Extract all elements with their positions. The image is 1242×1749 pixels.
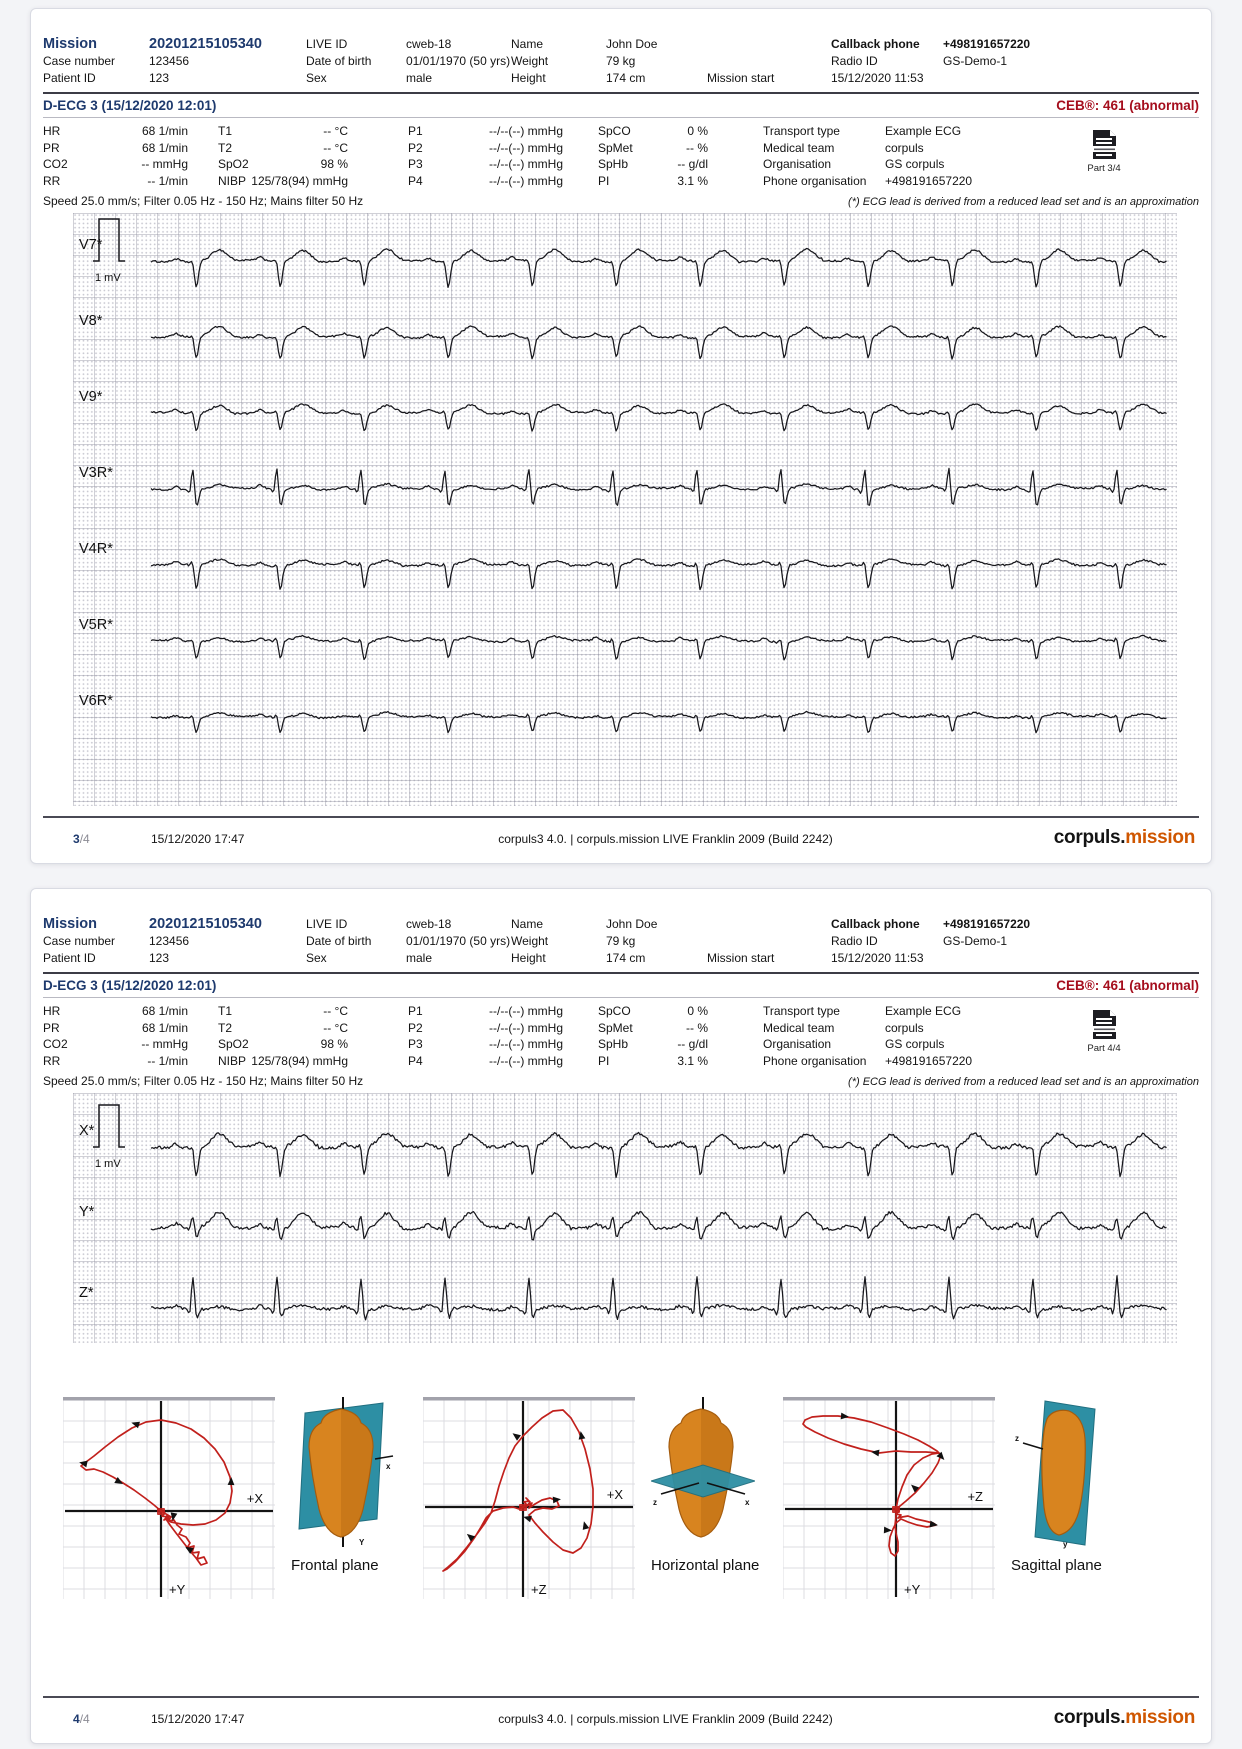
vital-pair [408, 1004, 563, 1018]
header-123456: 123456 [149, 933, 190, 948]
vital-value: -- °C [323, 124, 348, 139]
plot-top-bar [63, 1397, 275, 1401]
header-male: male [406, 950, 433, 965]
vitals-row [43, 1053, 1199, 1070]
vital-pair [43, 1021, 188, 1035]
v-axis-label: +Y [904, 1582, 921, 1597]
part-label: Part 3/4 [1087, 163, 1121, 174]
part-badge [1081, 1009, 1127, 1054]
header-case-number: Case number [43, 53, 116, 68]
vital-label-spco: SpCO [598, 124, 631, 139]
vital-pair [598, 141, 708, 155]
vital-pair [763, 1004, 961, 1018]
vital-label-transport-type: Transport type [763, 1004, 840, 1019]
loop-origin-cluster [157, 1508, 165, 1515]
torso-column [651, 1397, 769, 1599]
vital-label-hr: HR [43, 1004, 61, 1019]
header-radio-id: Radio ID [831, 53, 878, 68]
loop-origin-cluster [519, 1504, 527, 1511]
decg-divider [43, 117, 1199, 118]
vital-label-pr: PR [43, 140, 60, 155]
ecg-trace-x [151, 1132, 1167, 1177]
header-123456: 123456 [149, 53, 190, 68]
vital-value: 125/78(94) mmHg [251, 173, 348, 188]
vital-label-rr: RR [43, 173, 61, 188]
vector-plot-horizontal-plane [423, 1397, 635, 1599]
vital-value: -- g/dl [677, 1037, 708, 1052]
vital-label-phone-organisation: Phone organisation [763, 173, 867, 188]
vital-label-spmet: SpMet [598, 140, 633, 155]
vital-value: +498191657220 [885, 1053, 973, 1068]
vital-value: Example ECG [885, 1004, 962, 1019]
speed-filter-label: Speed 25.0 mm/s; Filter 0.05 Hz - 150 Hz; Mains filter 50 Hz [43, 194, 364, 208]
part-badge [1081, 129, 1127, 174]
ecg-trace-v6r [151, 711, 1167, 732]
vital-value: -- mmHg [141, 1037, 188, 1052]
vital-value: -- mmHg [141, 157, 188, 172]
vital-value: 98 % [320, 1037, 348, 1052]
vital-pair [218, 174, 348, 188]
vital-pair [598, 1037, 708, 1051]
header-15-12-2020-11-53: 15/12/2020 11:53 [831, 70, 924, 85]
vital-value: Example ECG [885, 124, 962, 139]
ecg-trace-v5r [151, 635, 1167, 660]
ecg-trace-v7 [151, 249, 1167, 288]
vital-value: --/--(--) mmHg [489, 157, 563, 172]
header-weight: Weight [511, 53, 549, 68]
decg-title: D-ECG 3 (15/12/2020 12:01) [43, 98, 217, 113]
corpuls-mission-logo: corpuls.mission [1053, 827, 1195, 848]
vital-value: +498191657220 [885, 173, 973, 188]
ecg-trace-v3r [151, 468, 1167, 505]
torso-sagittal [1011, 1397, 1115, 1549]
vital-value: corpuls [885, 1020, 924, 1035]
vital-label-p3: P3 [408, 1037, 423, 1052]
document-part-icon [1091, 1009, 1118, 1040]
direction-arrow [871, 1449, 880, 1457]
vital-label-p2: P2 [408, 1020, 423, 1035]
torso-axis-label: z [1015, 1434, 1019, 1443]
page-number: 4/4 [73, 1712, 90, 1726]
header-live-id: LIVE ID [306, 36, 348, 51]
vital-pair [598, 124, 708, 138]
vitals-block [43, 123, 1199, 189]
vital-value: 0 % [687, 124, 708, 139]
vector-plot-frontal-plane [63, 1397, 275, 1599]
plane-label: Sagittal plane [1011, 1557, 1102, 1574]
lead-label-v8: V8* [79, 313, 103, 329]
vitals-row [43, 140, 1199, 157]
vital-value: -- °C [323, 1020, 348, 1035]
plane-label: Horizontal plane [651, 1557, 760, 1574]
vital-pair [218, 1037, 348, 1051]
h-axis-label: +Z [967, 1489, 983, 1504]
vital-label-medical-team: Medical team [763, 140, 835, 155]
vital-label-phone-organisation: Phone organisation [763, 1053, 867, 1068]
vital-label-spo2: SpO2 [218, 1037, 249, 1052]
vital-label-sphb: SpHb [598, 1037, 629, 1052]
plane-label: Frontal plane [291, 1557, 379, 1574]
v-axis-label: +Z [531, 1582, 547, 1597]
decg-divider [43, 997, 1199, 998]
vital-value: 0 % [687, 1004, 708, 1019]
header-174-cm: 174 cm [606, 950, 646, 965]
header-date-of-birth: Date of birth [306, 933, 372, 948]
patient-header [43, 915, 1199, 966]
vitals-row [43, 1003, 1199, 1020]
vital-pair [763, 1037, 944, 1051]
vital-pair [598, 1004, 708, 1018]
header-name: Name [511, 916, 544, 931]
vital-value: 3.1 % [677, 1053, 708, 1068]
header-weight: Weight [511, 933, 549, 948]
axis-z-stub [1023, 1443, 1043, 1449]
vital-pair [43, 124, 188, 138]
header-cweb-18: cweb-18 [406, 916, 452, 931]
direction-arrow [581, 1520, 590, 1529]
speed-row [43, 194, 1199, 208]
header-gs-demo-1: GS-Demo-1 [943, 53, 1008, 68]
vital-pair [408, 1054, 563, 1068]
footer-divider [43, 816, 1199, 819]
ecg-trace-v8 [151, 326, 1167, 359]
vital-value: --/--(--) mmHg [489, 1053, 563, 1068]
torso-axis-label: x [386, 1462, 391, 1471]
vital-value: -- °C [323, 140, 348, 155]
lead-label-v5r: V5R* [79, 617, 113, 633]
vital-label-pi: PI [598, 1053, 610, 1068]
vital-pair [43, 1054, 188, 1068]
vital-pair [43, 174, 188, 188]
vital-value: -- % [686, 1020, 708, 1035]
vital-pair [408, 1037, 563, 1051]
header-cweb-18: cweb-18 [406, 36, 452, 51]
vital-pair [763, 1021, 924, 1035]
vital-value: corpuls [885, 140, 924, 155]
vital-label-p4: P4 [408, 1053, 423, 1068]
vital-value: GS corpuls [885, 1037, 945, 1052]
vital-label-t1: T1 [218, 1004, 233, 1019]
ecg-strip-posterior-leads [73, 213, 1177, 806]
footer-date: 15/12/2020 17:47 [151, 832, 245, 846]
ecg-waveforms [73, 213, 1177, 806]
h-axis-label: +X [246, 1491, 263, 1506]
torso-axis-label: z [653, 1498, 657, 1507]
vital-label-p1: P1 [408, 1004, 423, 1019]
vital-value: 68 1/min [141, 140, 188, 155]
corpuls-mission-logo: corpuls.mission [1053, 1707, 1195, 1728]
torso-horizontal [651, 1397, 755, 1549]
header-15-12-2020-11-53: 15/12/2020 11:53 [831, 950, 924, 965]
header-patient-id: Patient ID [43, 950, 96, 965]
decg-row [43, 94, 1199, 117]
vital-label-sphb: SpHb [598, 157, 629, 172]
vital-pair [218, 141, 348, 155]
direction-arrow [228, 1477, 235, 1485]
header-radio-id: Radio ID [831, 933, 878, 948]
calibration-pulse [93, 1105, 125, 1147]
ceb-score: CEB®: 461 (abnormal) [1056, 978, 1199, 993]
loop-origin-cluster [892, 1506, 900, 1513]
torso-axis-label: Y [359, 1538, 365, 1547]
vital-label-nibp: NIBP [218, 173, 247, 188]
footer-divider [43, 1696, 1199, 1699]
vital-label-organisation: Organisation [763, 1037, 832, 1052]
document-part-icon [1091, 129, 1118, 160]
vital-pair [763, 141, 924, 155]
header-mission: Mission [43, 915, 97, 932]
report-page-3 [30, 8, 1212, 864]
vital-value: 125/78(94) mmHg [251, 1053, 348, 1068]
vital-label-p2: P2 [408, 140, 423, 155]
vital-value: 68 1/min [141, 1004, 188, 1019]
vital-pair [598, 1021, 708, 1035]
vital-value: --/--(--) mmHg [489, 1020, 563, 1035]
vital-value: --/--(--) mmHg [489, 124, 563, 139]
vector-plot-sagittal-plane [783, 1397, 995, 1599]
vital-label-t2: T2 [218, 1020, 233, 1035]
vitals-table [43, 123, 1199, 189]
vital-label-t1: T1 [218, 124, 233, 139]
vital-value: -- g/dl [677, 157, 708, 172]
plot-top-bar [423, 1397, 635, 1401]
vital-pair [408, 1021, 563, 1035]
vital-value: --/--(--) mmHg [489, 173, 563, 188]
header-123: 123 [149, 70, 170, 85]
patient-header [43, 35, 1199, 86]
torso-axis-label: x [745, 1498, 750, 1507]
vital-value: 3.1 % [677, 173, 708, 188]
vital-pair [598, 174, 708, 188]
vital-pair [408, 157, 563, 171]
vital-value: --/--(--) mmHg [489, 140, 563, 155]
vital-pair [218, 124, 348, 138]
header-498191657220: +498191657220 [943, 916, 1031, 931]
header-john-doe: John Doe [606, 36, 658, 51]
vital-pair [763, 174, 972, 188]
header-mission-start: Mission start [707, 70, 775, 85]
vital-value: -- 1/min [147, 173, 188, 188]
calibration-label: 1 mV [95, 272, 121, 284]
ecg-footnote: (*) ECG lead is derived from a reduced lead set and is an approximation [848, 196, 1199, 208]
lead-label-v6r: V6R* [79, 693, 113, 709]
vital-label-nibp: NIBP [218, 1053, 247, 1068]
vital-label-p3: P3 [408, 157, 423, 172]
torso-column [1011, 1397, 1129, 1599]
header-498191657220: +498191657220 [943, 36, 1031, 51]
vital-label-pi: PI [598, 173, 610, 188]
header-sex: Sex [306, 70, 327, 85]
header-mission: Mission [43, 35, 97, 52]
lead-label-v7: V7* [79, 237, 103, 253]
page-number: 3/4 [73, 832, 90, 846]
lead-label-v4r: V4R* [79, 541, 113, 557]
header-20201215105340: 20201215105340 [149, 915, 262, 932]
vital-pair [763, 1054, 972, 1068]
vital-pair [43, 1004, 188, 1018]
vital-value: -- % [686, 140, 708, 155]
part-label: Part 4/4 [1087, 1043, 1121, 1054]
decg-title: D-ECG 3 (15/12/2020 12:01) [43, 978, 217, 993]
torso-axis-label: y [1063, 1540, 1068, 1549]
header-174-cm: 174 cm [606, 70, 646, 85]
vector-loop-section [63, 1397, 1129, 1599]
vital-pair [763, 124, 961, 138]
header-gs-demo-1: GS-Demo-1 [943, 933, 1008, 948]
vital-pair [598, 1054, 708, 1068]
vital-label-p1: P1 [408, 124, 423, 139]
ceb-score: CEB®: 461 (abnormal) [1056, 98, 1199, 113]
footer-build-info: corpuls3 4.0. | corpuls.mission LIVE Franklin 2009 (Build 2242) [498, 1712, 833, 1726]
header-mission-start: Mission start [707, 950, 775, 965]
vital-value: 98 % [320, 157, 348, 172]
ecg-trace-v9 [151, 404, 1167, 431]
vitals-row [43, 156, 1199, 173]
header-123: 123 [149, 950, 170, 965]
vital-pair [218, 1004, 348, 1018]
direction-arrow [841, 1413, 850, 1420]
vitals-row [43, 1020, 1199, 1037]
header-height: Height [511, 70, 546, 85]
page-footer [43, 1696, 1199, 1744]
vital-pair [408, 124, 563, 138]
vital-value: 68 1/min [141, 124, 188, 139]
vital-pair [218, 1021, 348, 1035]
vital-label-hr: HR [43, 124, 61, 139]
speed-row [43, 1074, 1199, 1088]
header-01-01-1970-50-yrs: 01/01/1970 (50 yrs) [406, 53, 511, 68]
vital-pair [43, 141, 188, 155]
header-79-kg: 79 kg [606, 53, 636, 68]
vitals-table [43, 1003, 1199, 1069]
torso-frontal [291, 1397, 395, 1549]
vital-label-rr: RR [43, 1053, 61, 1068]
vital-label-medical-team: Medical team [763, 1020, 835, 1035]
vital-pair [598, 157, 708, 171]
page-footer [43, 816, 1199, 864]
vital-label-organisation: Organisation [763, 157, 832, 172]
vital-value: -- 1/min [147, 1053, 188, 1068]
header-79-kg: 79 kg [606, 933, 636, 948]
plot-top-bar [783, 1397, 995, 1401]
header-live-id: LIVE ID [306, 916, 348, 931]
vitals-row [43, 173, 1199, 190]
header-height: Height [511, 950, 546, 965]
vital-pair [408, 141, 563, 155]
header-date-of-birth: Date of birth [306, 53, 372, 68]
vital-pair [43, 1037, 188, 1051]
vital-pair [218, 157, 348, 171]
vector-loop [803, 1416, 941, 1556]
ecg-trace-z [151, 1276, 1167, 1320]
vital-pair [218, 1054, 348, 1068]
lead-label-y: Y* [79, 1204, 95, 1220]
vital-pair [408, 174, 563, 188]
vector-plot-group-sagittal-plane [783, 1397, 1129, 1599]
vital-value: --/--(--) mmHg [489, 1004, 563, 1019]
header-callback-phone: Callback phone [831, 916, 920, 931]
speed-filter-label: Speed 25.0 mm/s; Filter 0.05 Hz - 150 Hz; Mains filter 50 Hz [43, 1074, 364, 1088]
header-01-01-1970-50-yrs: 01/01/1970 (50 yrs) [406, 933, 511, 948]
vector-plot-group-horizontal-plane [423, 1397, 769, 1599]
vital-label-spmet: SpMet [598, 1020, 633, 1035]
decg-row [43, 974, 1199, 997]
vital-value: -- °C [323, 1004, 348, 1019]
header-patient-id: Patient ID [43, 70, 96, 85]
lead-label-x: X* [79, 1123, 95, 1139]
direction-arrow [930, 1521, 939, 1529]
vital-pair [763, 157, 944, 171]
vitals-row [43, 123, 1199, 140]
vital-label-transport-type: Transport type [763, 124, 840, 139]
header-case-number: Case number [43, 933, 116, 948]
vital-label-pr: PR [43, 1020, 60, 1035]
header-name: Name [511, 36, 544, 51]
ecg-trace-v4r [151, 559, 1167, 590]
vector-plot-group-frontal-plane [63, 1397, 409, 1599]
vital-label-t2: T2 [218, 140, 233, 155]
vital-pair [43, 157, 188, 171]
header-20201215105340: 20201215105340 [149, 35, 262, 52]
footer-build-info: corpuls3 4.0. | corpuls.mission LIVE Franklin 2009 (Build 2242) [498, 832, 833, 846]
vital-value: 68 1/min [141, 1020, 188, 1035]
vital-label-p4: P4 [408, 173, 423, 188]
header-john-doe: John Doe [606, 916, 658, 931]
vital-value: GS corpuls [885, 157, 945, 172]
lead-label-v9: V9* [79, 389, 103, 405]
vital-label-spo2: SpO2 [218, 157, 249, 172]
vital-label-spco: SpCO [598, 1004, 631, 1019]
torso-column [291, 1397, 409, 1599]
h-axis-label: +X [606, 1487, 623, 1502]
vital-label-co2: CO2 [43, 1037, 68, 1052]
vital-label-co2: CO2 [43, 157, 68, 172]
header-sex: Sex [306, 950, 327, 965]
v-axis-label: +Y [169, 1582, 186, 1597]
header-male: male [406, 70, 433, 85]
lead-label-z: Z* [79, 1285, 94, 1301]
vital-value: --/--(--) mmHg [489, 1037, 563, 1052]
report-page-4 [30, 888, 1212, 1744]
ecg-trace-y [151, 1211, 1167, 1240]
ecg-strip-xyz-leads [73, 1093, 1177, 1343]
calibration-label: 1 mV [95, 1158, 121, 1170]
header-callback-phone: Callback phone [831, 36, 920, 51]
ecg-waveforms [73, 1093, 1177, 1343]
ecg-footnote: (*) ECG lead is derived from a reduced lead set and is an approximation [848, 1076, 1199, 1088]
footer-date: 15/12/2020 17:47 [151, 1712, 245, 1726]
vitals-block [43, 1003, 1199, 1069]
vitals-row [43, 1036, 1199, 1053]
lead-label-v3r: V3R* [79, 465, 113, 481]
